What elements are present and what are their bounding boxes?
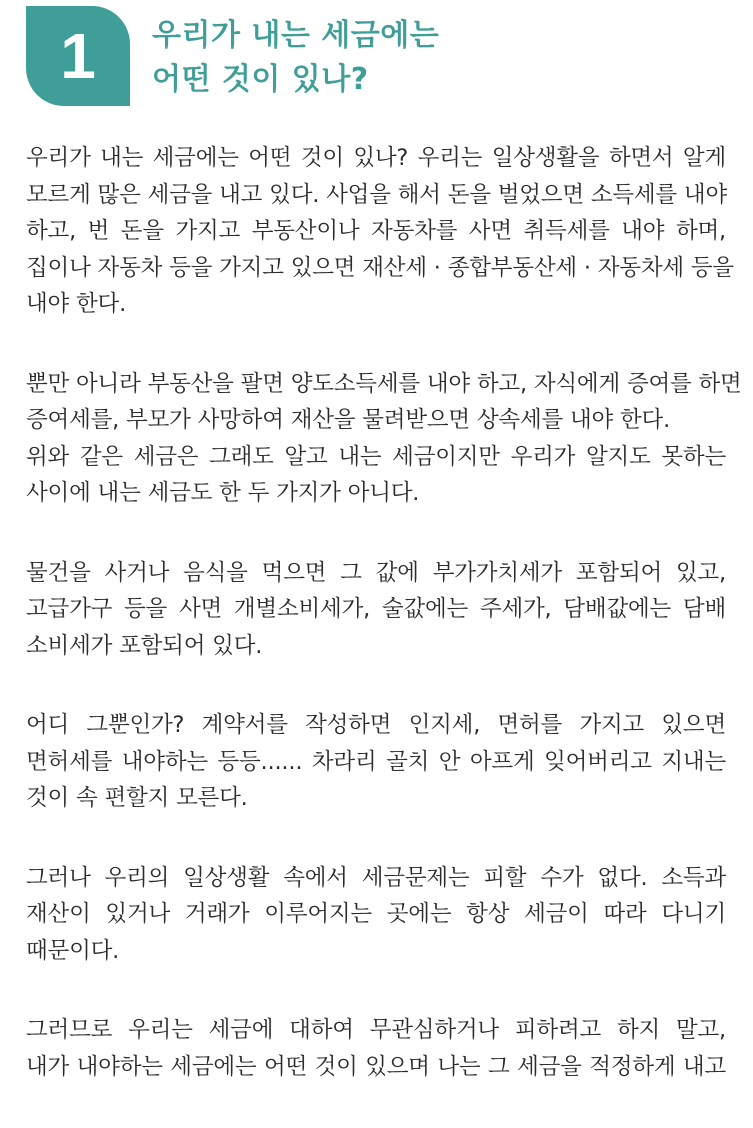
text-line: 집이나 자동차 등을 가지고 있으면 재산세 · 종합부동산세 · 자동차세 등을 [26,254,734,281]
section-number-badge [26,6,130,106]
text-line: 우리가 내는 세금에는 어떤 것이 있나? 우리는 일상생활을 하면서 알게 [26,145,726,171]
text-line: 사이에 내는 세금도 한 두 가지가 아니다. [26,480,420,506]
text-line: 소비세가 포함되어 있다. [26,632,263,659]
text-line: 그러므로 우리는 세금에 대하여 무관심하거나 피하려고 하지 말고, [26,1017,726,1043]
section-header [0,0,753,110]
text-line: 모르게 많은 세금을 내고 있다. 사업을 해서 돈을 벌었으면 소득세를 내야 [26,181,727,208]
section-title-line-1: 우리가 내는 세금에는 [152,18,440,53]
text-line: 뿐만 아니라 부동산을 팔면 양도소득세를 내야 하고, 자식에게 증여를 하면 [26,370,742,397]
paragraph [26,555,726,665]
text-line: 고급가구 등을 사면 개별소비세가, 술값에는 주세가, 담배값에는 담배 [26,596,726,622]
text-line: 면허세를 내야하는 등등...... 차라리 골치 안 아프게 잊어버리고 지내는 [26,748,726,775]
section-title [152,14,439,102]
section-number: 1 [60,20,96,92]
paragraph [26,1012,726,1085]
paragraph [26,366,742,439]
text-line: 물건을 사거나 음식을 먹으면 그 값에 부가가치세가 포함되어 있고, [26,559,726,586]
paragraph [26,140,734,323]
text-line: 때문이다. [26,937,120,964]
text-line: 재산이 있거나 거래가 이루어지는 곳에는 항상 세금이 따라 다니기 [26,901,726,927]
text-line: 하고, 번 돈을 가지고 부동산이나 자동차를 사면 취득세를 내야 하며, [26,218,726,244]
body-text [26,140,742,1128]
paragraph [26,860,726,970]
text-line: 위와 같은 세금은 그래도 알고 내는 세금이지만 우리가 알지도 못하는 [26,443,726,470]
text-line: 증여세를, 부모가 사망하여 재산을 물려받으면 상속세를 내야 한다. [26,407,671,433]
text-line: 내야 한다. [26,291,127,317]
paragraph [26,707,726,817]
text-line: 것이 속 편할지 모른다. [26,785,248,811]
text-line: 그러나 우리의 일상생활 속에서 세금문제는 피할 수가 없다. 소득과 [26,864,726,891]
section-title-line-2: 어떤 것이 있나? [152,62,369,97]
paragraph [26,439,726,512]
text-line: 어디 그뿐인가? 계약서를 작성하면 인지세, 면허를 가지고 있으면 [26,712,726,738]
text-line: 내가 내야하는 세금에는 어떤 것이 있으며 나는 그 세금을 적정하게 내고 [26,1053,726,1080]
